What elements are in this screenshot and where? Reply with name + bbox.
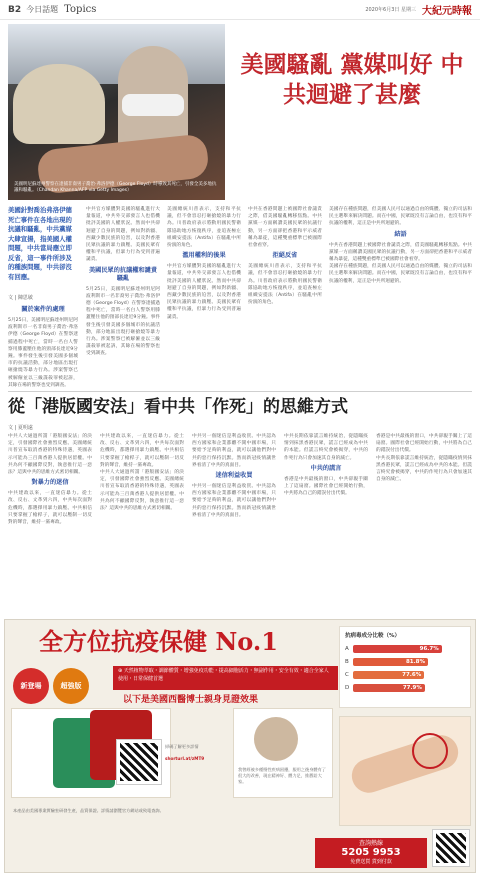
chart-value-label: 77.9% (402, 684, 422, 691)
ad-red-banner: ⊕ 天然植物萃取・調節體質・增強免疫功能・提高細胞活力・無副作用・安全有效・適合全家人使用・日常保健首選 (113, 666, 338, 690)
chart-value-label: 77.6% (402, 671, 422, 678)
story1-column-5 (329, 206, 472, 387)
topics-label: Topics (64, 4, 97, 15)
story2-column-2 (100, 433, 184, 613)
qr-url[interactable]: shorturl.at/zMT9 (165, 756, 205, 761)
chart-row (345, 655, 465, 668)
body-text: 中共另一個迷信是利益收買。中共認為西方國家和企業都離不開中國市場，只要給予足夠的利益，就可以讓他們對中共的惡行保持沉默。然而新冠疫情讓世界看清了中共的真面目。 (192, 484, 276, 518)
body-text: 美國存在種族問題，但美國人民可以通過自由的媒體、獨立的司法和民主選舉來解決問題。而在中國，民眾既沒有言論自由，也沒有和平抗議的權利，這正是中共所迴避的。 (329, 264, 472, 284)
section-name: 今日話題 (26, 5, 59, 14)
body-text: 中共建政以來，一直迷信暴力。從土改、反右、文革到六四，中共每次面對危機時，都選擇用暴力鎮壓。中共相信只要掌握了槍桿子，就可以壓制一切反對的聲音，維持一黨專政。 (100, 434, 184, 468)
story1-lede: 美國針對喬治弗洛伊德死亡事件在各地出現的抗議和騷亂，中共黨媒大肆宣揚，指美國人權問題，中共當局應立即反省，這一事件所涉及的種族問題，中共卻沒有回應。 (8, 206, 72, 281)
doctor-avatar (254, 717, 298, 761)
body-text: 中共人大通過所謂「港版國安法」的決定，引發國際社會強烈反應。美國總統川普宣布取消香港的特殊待遇，英國表示可能為三百萬香港人提供居留權。中共為何不顧國際反對，執意推行這一惡法？這與中共的思維方式密切相關。 (100, 470, 184, 512)
body-text: 美國總統川普表示，支持和平抗議，但不會容忍打砸搶燒的暴力行為。川普政府表示將動用國民警衛隊協助地方恢復秩序，並追查極左組織安提法（Antifa）在騷亂中所扮演的角色。 (167, 207, 241, 249)
story2-byline: 文 | 夏明遠 (8, 425, 33, 431)
chart-bars (340, 639, 470, 697)
chart-bar (353, 645, 442, 653)
qr-code-icon[interactable] (117, 740, 161, 784)
body-text: 中共人大通過所謂「港版國安法」的決定，引發國際社會強烈反應。美國總統川普宣布取消香港的特殊待遇，英國表示可能為三百萬香港人提供居留權。中共為何不顧國際反對，執意推行這一惡法？這與中共的思維方式密切相關。 (8, 434, 92, 476)
subhead: 對暴力的迷信 (31, 479, 69, 487)
hotline-label: 查詢熱線 (358, 840, 383, 847)
subhead: 中共的謊言 (310, 464, 342, 472)
story2-column-1 (8, 433, 92, 613)
health-supplement-ad (4, 619, 476, 873)
arm-photo (339, 716, 471, 826)
badge-strong: 超強版 (53, 668, 89, 704)
story2-column-3 (192, 433, 276, 613)
body-text: 香港是中共最後的窗口，中共卻親手關上了這扇窗。國際社會已經開始行動，中共將為自己的錯誤付出代價。 (284, 476, 368, 497)
qr-label: 掃碼了解更多詳情 (165, 744, 199, 749)
body-text: 香港是中共最後的窗口，中共卻親手關上了這扇窗。國際社會已經開始行動，中共將為自己的錯誤付出代價。 (376, 434, 472, 454)
protest-photo (8, 24, 225, 200)
body-text: 中共在香港問題上被國際社會譴責之際，借美國騷亂轉移焦點。中共黨媒一方面稱讚美國民眾的抗議行動，另一方面卻把香港和平示威者稱為暴徒，這種雙重標準已被國際社會看穿。 (248, 207, 322, 249)
subhead: 關於案件的處理 (21, 306, 65, 313)
body-text: 中共長期依靠謊言維持統治，從隱瞞疫情到抹黑香港民眾，謊言已經成為中共的本能。但謊言終究會被揭穿，中共的作死行為只會加速其自身的滅亡。 (284, 434, 368, 461)
chart-bar (353, 671, 424, 679)
chart-bar (353, 684, 425, 692)
subhead: 結語 (394, 230, 407, 238)
issue-date: 2020年6月3日 星期三 (365, 7, 416, 13)
ad-footer-text: 本產品由美國專業實驗室研發生產，品質保證。詳情請瀏覽官方網站或致電查詢。 (13, 808, 164, 813)
story1-byline: 文 | 陳思敏 (8, 295, 33, 301)
testimony-text: 我曾經被多種慢性疾病困擾，服用之後身體有了很大的改善，現在精神好、體力足，推薦給大家。 (238, 767, 326, 784)
hotline-number: 5205 9953 (341, 847, 401, 858)
story2-column-4 (284, 433, 368, 613)
body-text: 中共官方媒體對美國的騷亂進行大量報道，中共外交部發言人也借機批評美國的人權狀況。然而中共卻迴避了自身的問題，例如對新疆、西藏少數民族的迫害，以及對香港民眾抗議的暴力鎮壓。美國民眾有權和平抗議，但暴力行為受到普遍譴責。 (167, 264, 241, 320)
ad-title: 全方位抗疫保健 No.1 (39, 627, 278, 656)
ingredient-chart (339, 626, 471, 708)
subhead: 濫用權利的後果 (182, 252, 226, 260)
photo-caption: 美國明尼蘇達州警察在逮捕非裔男子喬治·弗洛伊德（George Floyd）時導致其死亡，引發全美多地抗議和騷亂。（Chandan Khanna/AFP via Getty Images） (14, 182, 217, 193)
story2-column-5 (376, 433, 472, 613)
divider (8, 391, 472, 392)
page-header (0, 0, 480, 20)
chart-value-label: 96.7% (419, 645, 439, 652)
chart-category-label: C (345, 671, 349, 678)
qr-code-icon[interactable] (433, 830, 469, 866)
chart-title: 抗病毒成分比較（%） (345, 633, 401, 639)
story1-column-1 (8, 303, 78, 387)
body-text: 5月25日，美國明尼蘇達州明尼阿波利斯市一名非裔男子喬治·弗洛伊德（George Floyd）在警察逮捕過程中死亡，當時一名白人警察用膝蓋壓住他的頸部長達近9分鐘。事件發生後引發美國多個城市的抗議活動，部分地區出現打砸搶燒等暴力行為。涉案警察已被解僱並以三級謀殺罪被起訴，其餘在場的警察也受到調查。 (8, 318, 78, 387)
body-text: 美國存在種族問題，但美國人民可以通過自由的媒體、獨立的司法和民主選舉來解決問題。而在中國，民眾既沒有言論自由，也沒有和平抗議的權利，這正是中共所迴避的。 (329, 207, 472, 227)
ad-subtitle: 以下是美國西醫博士親身見證效果 (123, 695, 259, 705)
doctor-panel (233, 708, 333, 798)
chart-category-label: B (345, 658, 349, 665)
chart-category-label: A (345, 645, 349, 652)
chart-row (345, 668, 465, 681)
body-text: 美國總統川普表示，支持和平抗議，但不會容忍打砸搶燒的暴力行為。川普政府表示將動用國民警衛隊協助地方恢復秩序，並追查極左組織安提法（Antifa）在騷亂中所扮演的角色。 (248, 264, 322, 306)
body-text: 中共在香港問題上被國際社會譴責之際，借美國騷亂轉移焦點。中共黨媒一方面稱讚美國民眾的抗議行動，另一方面卻把香港和平示威者稱為暴徒，這種雙重標準已被國際社會看穿。 (329, 242, 472, 263)
story1-column-2 (86, 206, 160, 387)
body-text: 中共官方媒體對美國的騷亂進行大量報道，中共外交部發言人也借機批評美國的人權狀況。然而中共卻迴避了自身的問題，例如對新疆、西藏少數民族的迫害，以及對香港民眾抗議的暴力鎮壓。美國民眾有權和平抗議，但暴力行為受到普遍譴責。 (86, 207, 160, 263)
chart-value-label: 81.8% (405, 658, 426, 665)
chart-row (345, 681, 465, 694)
story1-headline: 美國騷亂 黨媒叫好 中共迴避了甚麼 (240, 51, 464, 108)
story2-headline: 從「港版國安法」看中共「作死」的思維方式 (8, 397, 348, 417)
body-text: 中共另一個迷信是利益收買。中共認為西方國家和企業都離不開中國市場，只要給予足夠的利益，就可以讓他們對中共的惡行保持沉默。然而新冠疫情讓世界看清了中共的真面目。 (192, 434, 276, 468)
chart-category-label: D (345, 684, 350, 691)
newspaper-logo: 大紀元時報 (422, 6, 472, 17)
chart-row (345, 642, 465, 655)
story1-column-4 (248, 206, 322, 387)
badge-new: 新登場 (13, 668, 49, 704)
body-text: 中共建政以來，一直迷信暴力。從土改、反右、文革到六四，中共每次面對危機時，都選擇用暴力鎮壓。中共相信只要掌握了槍桿子，就可以壓制一切反對的聲音，維持一黨專政。 (8, 491, 92, 526)
hotline-sub: 免費送貨 貨到付款 (350, 859, 392, 865)
story1-column-3 (167, 206, 241, 387)
page-number: B2 (8, 4, 22, 15)
chart-bar (353, 658, 428, 666)
hotline-box[interactable] (315, 838, 427, 868)
body-text: 5月25日，美國明尼蘇達州明尼阿波利斯市一名非裔男子喬治·弗洛伊德（George Floyd）在警察逮捕過程中死亡，當時一名白人警察用膝蓋壓住他的頸部長達近9分鐘。事件發生後引發美國多個城市的抗議活動，部分地區出現打砸搶燒等暴力行為。涉案警察已被解僱並以三級謀殺罪被起訴，其餘在場的警察也受到調查。 (86, 286, 160, 357)
subhead: 拒絕反省 (272, 252, 298, 260)
subhead: 美國民眾的抗議權和譴責騷亂 (88, 266, 158, 282)
body-text: 中共長期依靠謊言維持統治，從隱瞞疫情到抹黑香港民眾，謊言已經成為中共的本能。但謊言終究會被揭穿，中共的作死行為只會加速其自身的滅亡。 (376, 455, 472, 483)
subhead: 迷信利益收買 (215, 472, 253, 480)
